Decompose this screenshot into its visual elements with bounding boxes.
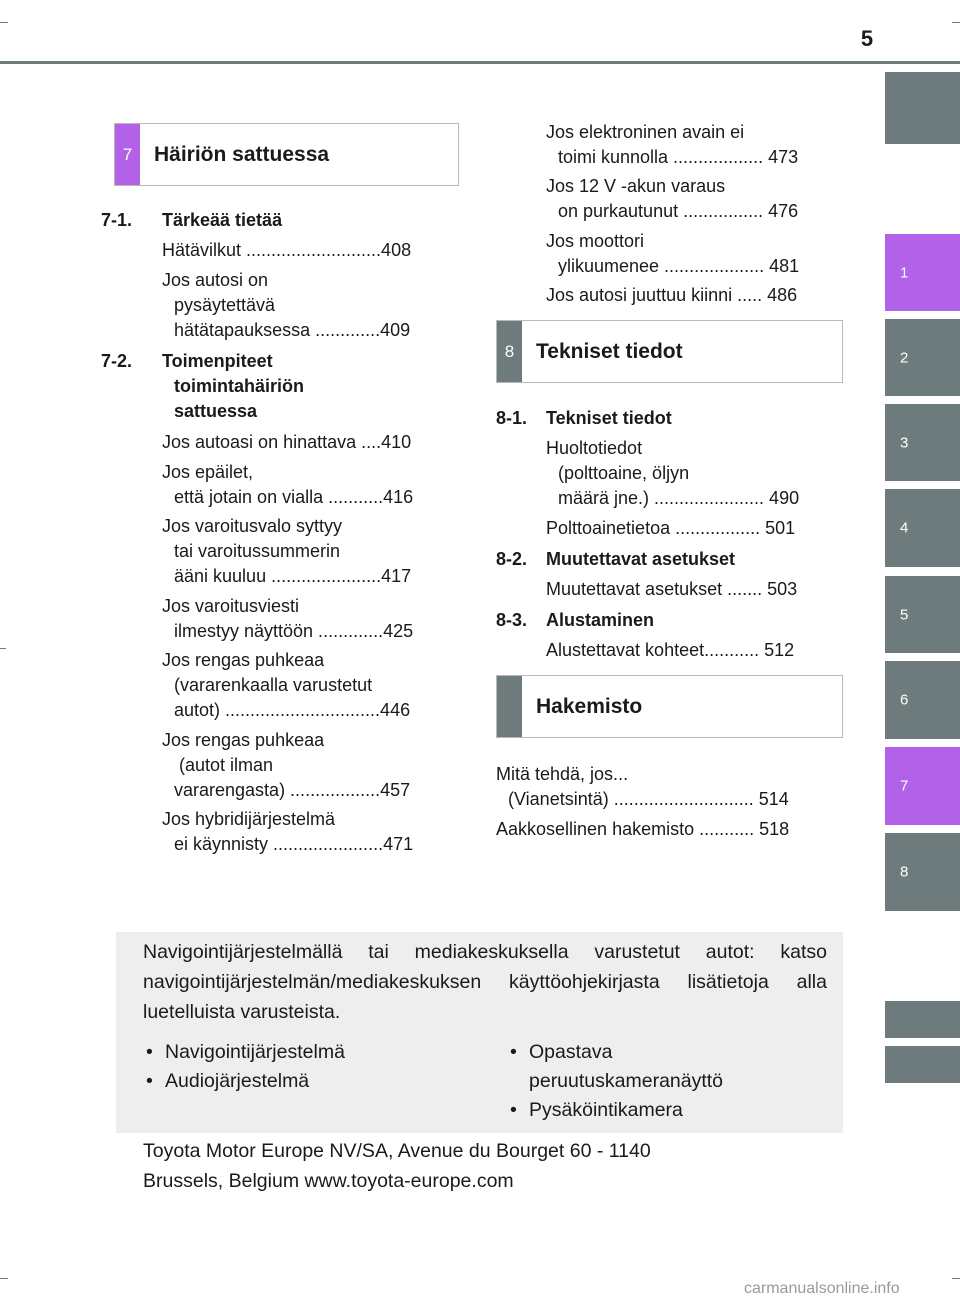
toc-entry-hybridijarjestelma[interactable]: Jos hybridijärjestelmä	[162, 809, 336, 829]
toc-entry-line: on purkautunut ................ 476	[558, 201, 799, 221]
side-tab-label: 8	[900, 863, 909, 881]
page-number: 5	[860, 26, 874, 51]
subsection-title: Tekniset tiedot	[546, 408, 672, 428]
publisher-address-line: Brussels, Belgium www.toyota-europe.com	[143, 1170, 514, 1192]
side-tab-label: 7	[900, 777, 909, 795]
side-tab-label: 2	[900, 349, 909, 366]
toc-entry-line: (vararenkaalla varustetut	[174, 675, 373, 695]
toc-entry-line: pysäytettävä	[174, 295, 276, 315]
side-tab-2[interactable]	[885, 319, 960, 396]
side-tab-label: 3	[900, 434, 909, 451]
section-7-number: 7	[115, 124, 140, 185]
bullet-symbol: •	[510, 1041, 517, 1063]
bullet-item: Navigointijärjestelmä	[165, 1041, 345, 1063]
section-8-number: 8	[497, 321, 522, 382]
toc-entry-aakkosellinen-hakemisto[interactable]: Aakkosellinen hakemisto ........... 518	[496, 819, 790, 839]
side-tab-label: 4	[900, 519, 909, 537]
subsection-code: 8-1.	[496, 408, 528, 428]
toc-entry-line: (Vianetsintä) ............................ 514	[508, 789, 789, 809]
side-tab-5[interactable]	[885, 576, 960, 653]
side-tab-blank-top[interactable]	[885, 72, 960, 144]
subsection-code: 8-3.	[496, 610, 528, 630]
subsection-title: Alustaminen	[546, 610, 655, 630]
toc-entry-line: toimi kunnolla .................. 473	[558, 147, 799, 167]
subsection-code: 7-2.	[101, 351, 133, 371]
toc-entry-muutettavat-asetukset[interactable]: Muutettavat asetukset ....... 503	[546, 579, 798, 599]
toc-entry-pysaytettava[interactable]: Jos autosi on	[162, 270, 269, 290]
side-tab-1[interactable]	[885, 234, 960, 311]
header-rule	[0, 61, 960, 64]
crop-mark	[952, 1278, 960, 1279]
subsection-title: Tärkeää tietää	[162, 210, 283, 230]
side-tab-blank-lower-1[interactable]	[885, 1001, 960, 1038]
toc-entry-varoitusvalo[interactable]: Jos varoitusvalo syttyy	[162, 516, 343, 536]
toc-entry-rengas-ilman[interactable]: Jos rengas puhkeaa	[162, 730, 325, 750]
side-tab-blank-lower-2[interactable]	[885, 1046, 960, 1083]
toc-entry-line: ilmestyy näyttöön .............425	[174, 621, 414, 641]
crop-mark	[0, 648, 6, 649]
toc-entry-juuttuu[interactable]: Jos autosi juuttuu kiinni ..... 486	[546, 285, 798, 305]
toc-entry-line: ylikuumenee .................... 481	[558, 256, 800, 276]
toc-entry-line: että jotain on vialla ...........416	[174, 487, 414, 507]
toc-entry-line: vararengasta) ..................457	[174, 780, 411, 800]
crop-mark	[952, 22, 960, 23]
toc-entry-line: (polttoaine, öljyn	[558, 463, 690, 483]
toc-entry-vianetsinta[interactable]: Mitä tehdä, jos...	[496, 764, 629, 784]
toc-entry-hatavilkut[interactable]: Hätävilkut ...........................408	[162, 240, 412, 260]
bullet-item: peruutuskameranäyttö	[529, 1070, 724, 1092]
side-tab-6[interactable]	[885, 661, 960, 739]
side-tab-label: 5	[900, 606, 909, 623]
toc-entry-line: määrä jne.) ...................... 490	[558, 488, 800, 508]
publisher-address-line: Toyota Motor Europe NV/SA, Avenue du Bourget 60 - 1140	[143, 1140, 651, 1162]
section-8-title: Tekniset tiedot	[536, 339, 683, 363]
notice-text: Navigointijärjestelmällä tai mediakeskuksella varustetut autot: katso navigointijärjestelmän/mediakeskuksen käyttöohjekirjasta lisätietoja alla luetelluista varusteista.	[143, 941, 827, 1023]
side-tab-8[interactable]	[885, 833, 960, 911]
toc-entry-line: autot) ...............................446	[174, 700, 411, 720]
toc-entry-line: (autot ilman	[174, 755, 274, 775]
section-8-header	[496, 320, 843, 383]
toc-entry-line: hätätapauksessa .............409	[174, 320, 411, 340]
bullet-item: Audiojärjestelmä	[165, 1070, 310, 1092]
side-tab-4[interactable]	[885, 489, 960, 567]
side-tab-label: 6	[900, 691, 909, 709]
toc-entry-moottori[interactable]: Jos moottori	[546, 231, 645, 251]
toc-entry-varoitusviesti[interactable]: Jos varoitusviesti	[162, 596, 300, 616]
subsection-title: Muutettavat asetukset	[546, 549, 736, 569]
bullet-symbol: •	[146, 1041, 153, 1063]
toc-entry-line: tai varoitussummerin	[174, 541, 341, 561]
toc-entry-rengas-vararenkaalla[interactable]: Jos rengas puhkeaa	[162, 650, 325, 670]
bullet-symbol: •	[510, 1099, 517, 1121]
subsection-code: 8-2.	[496, 549, 528, 569]
toc-entry-vialla[interactable]: Jos epäilet,	[162, 462, 254, 482]
subsection-title: Toimenpiteet	[162, 351, 273, 371]
toc-entry-polttoainetietoa[interactable]: Polttoainetietoa ................. 501	[546, 518, 796, 538]
side-tab-3[interactable]	[885, 404, 960, 481]
side-tab-label: 1	[900, 264, 909, 281]
section-7-title: Häiriön sattuessa	[154, 142, 330, 166]
toc-entry-line: ei käynnisty ......................471	[174, 834, 414, 854]
toc-entry-alustettavat-kohteet[interactable]: Alustettavat kohteet........... 512	[546, 640, 795, 660]
index-title: Hakemisto	[536, 694, 643, 718]
watermark: carmanualsonline.info	[744, 1280, 900, 1297]
subsection-title: sattuessa	[174, 401, 258, 421]
index-header	[496, 675, 843, 738]
crop-mark	[0, 22, 8, 23]
subsection-title: toimintahäiriön	[174, 376, 304, 396]
publisher-address	[143, 1136, 651, 1196]
toc-entry-hinattava[interactable]: Jos autoasi on hinattava ....410	[162, 432, 412, 452]
bullet-item: Pysäköintikamera	[529, 1099, 683, 1121]
toc-entry-akun-varaus[interactable]: Jos 12 V -akun varaus	[546, 176, 726, 196]
toc-entry-elektroninen-avain[interactable]: Jos elektroninen avain ei	[546, 122, 745, 142]
subsection-code: 7-1.	[101, 210, 133, 230]
bullet-symbol: •	[146, 1070, 153, 1092]
section-7-header	[114, 123, 459, 186]
crop-mark	[0, 1278, 8, 1279]
toc-entry-line: ääni kuuluu ......................417	[174, 566, 412, 586]
index-marker	[497, 676, 522, 737]
side-tab-7[interactable]	[885, 747, 960, 825]
toc-entry-huoltotiedot[interactable]: Huoltotiedot	[546, 438, 643, 458]
bullet-item: Opastava	[529, 1041, 613, 1063]
